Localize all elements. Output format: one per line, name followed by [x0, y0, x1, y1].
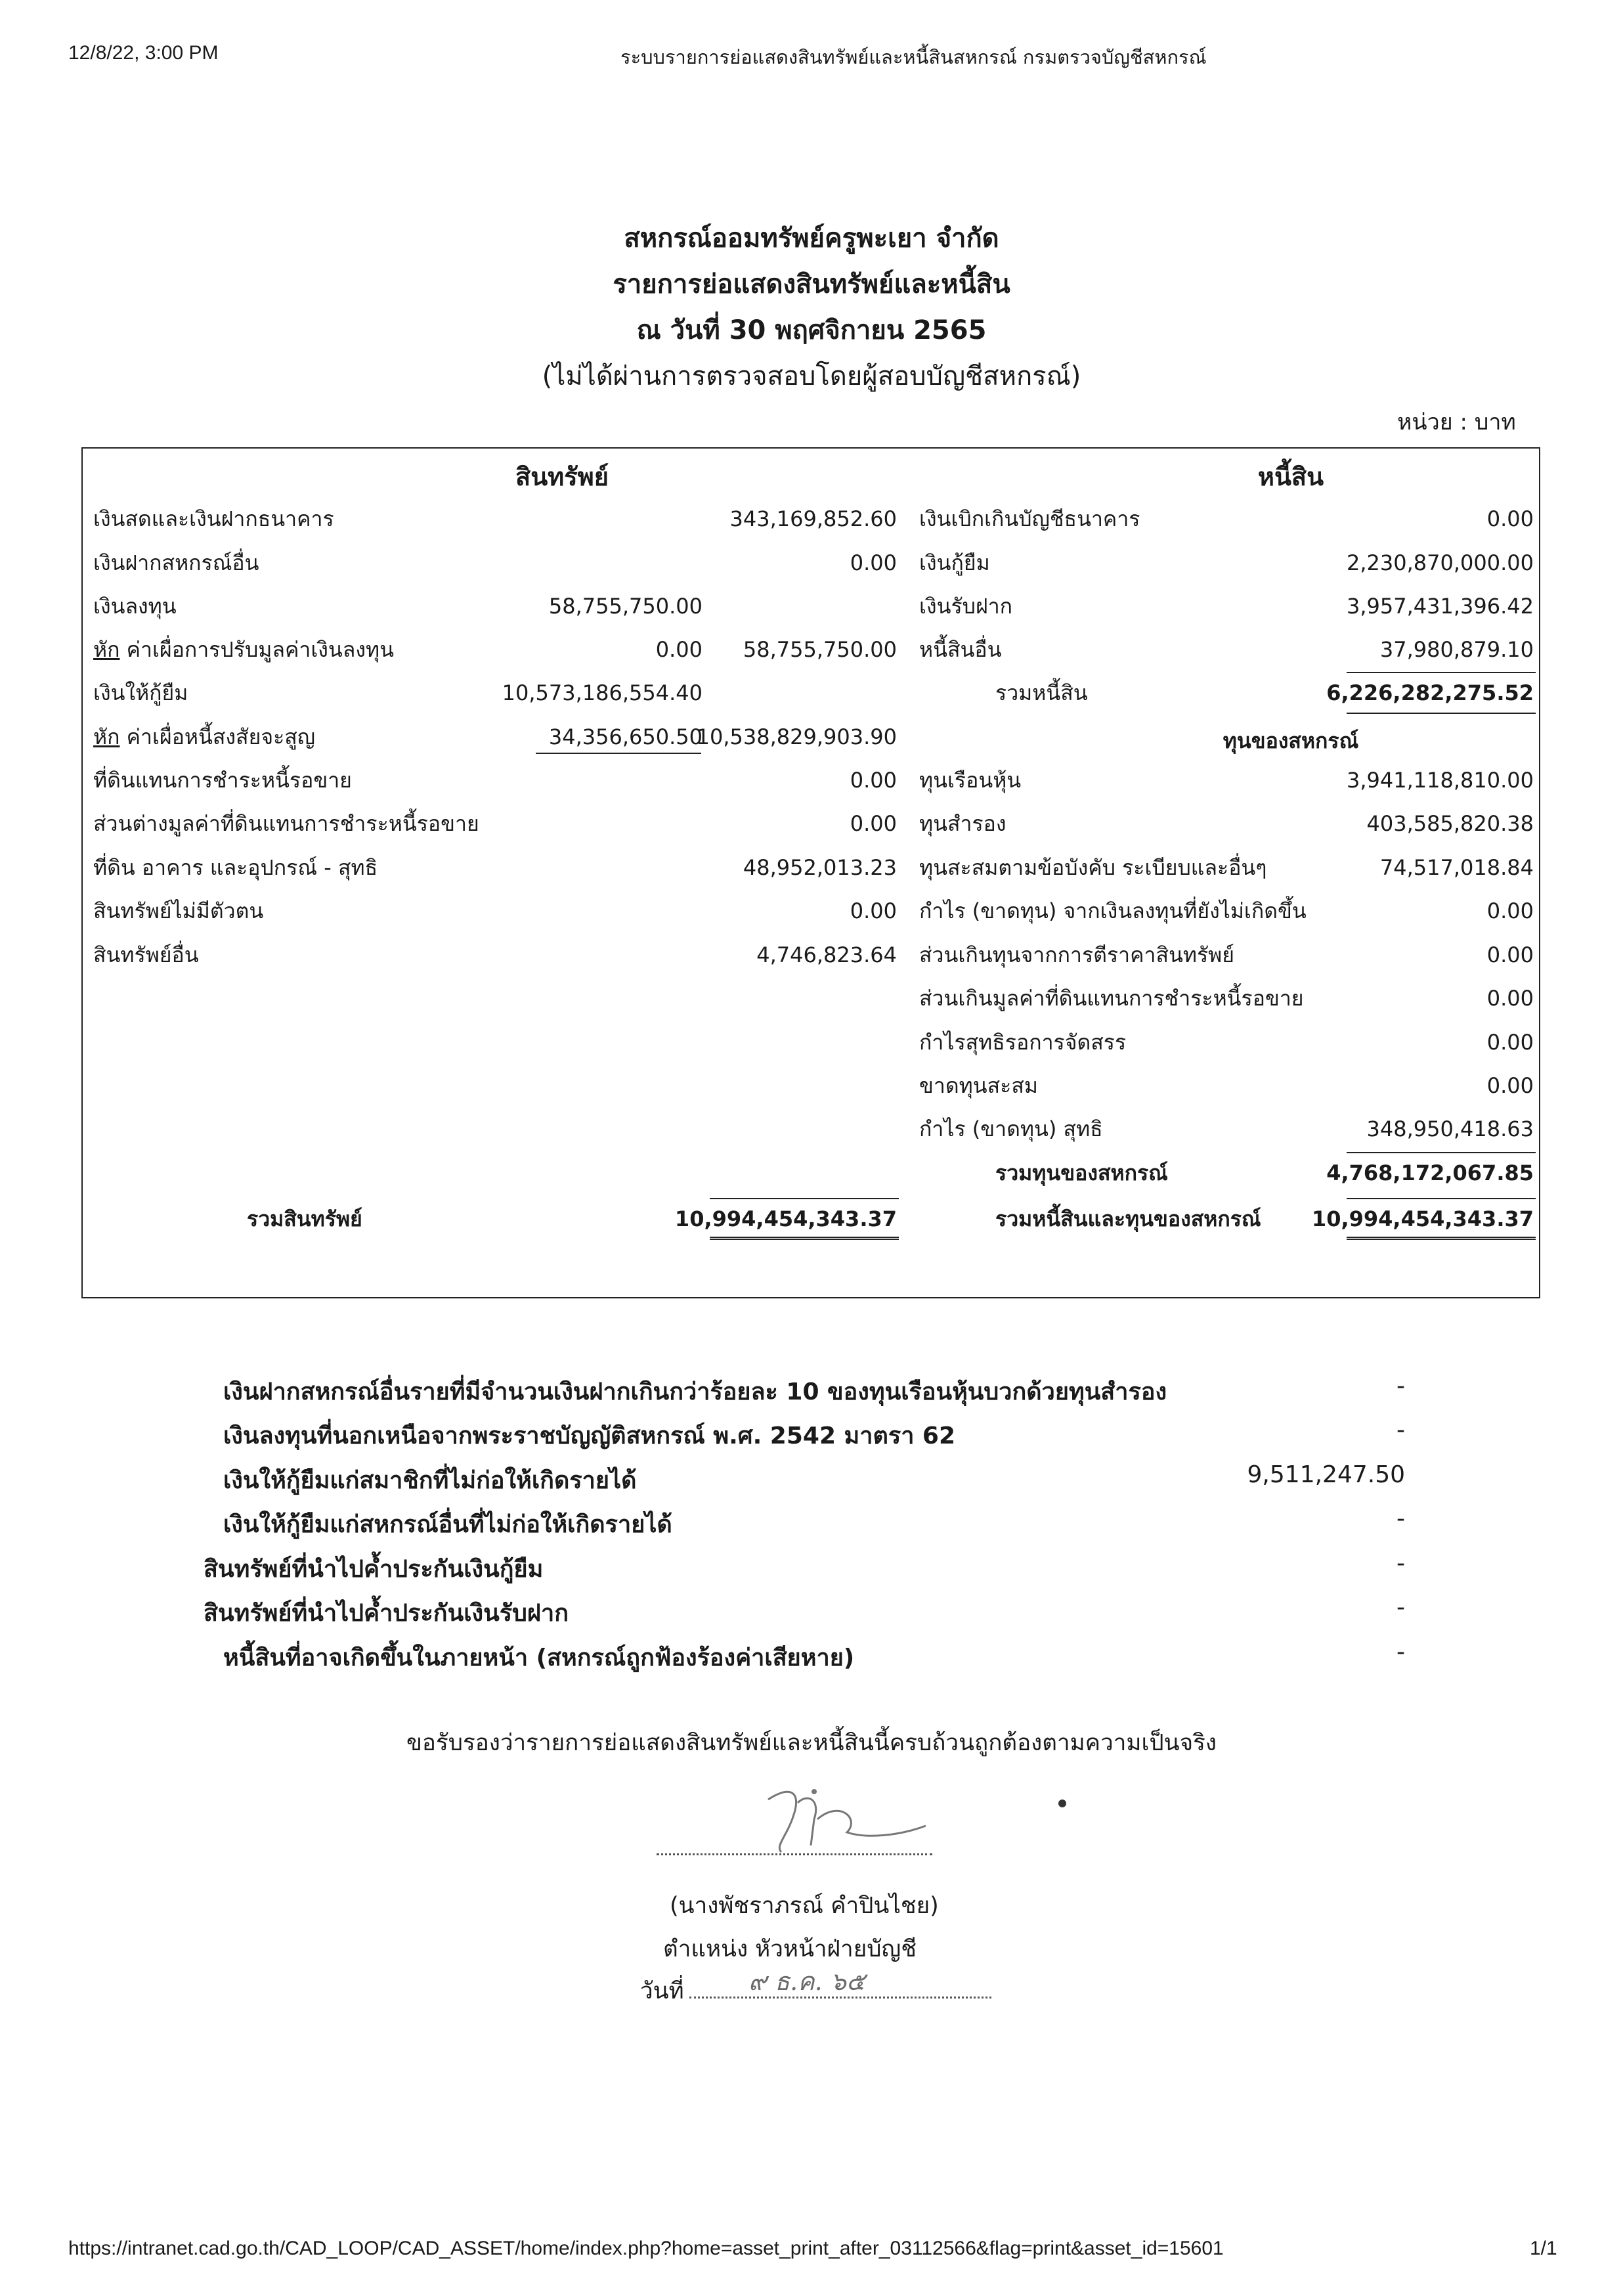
equity-value: 403,585,820.38 — [1366, 811, 1534, 836]
disclosure-value: - — [1396, 1550, 1405, 1577]
liability-label: เงินรับฝาก — [919, 594, 1013, 619]
equity-label: ทุนสำรอง — [919, 811, 1006, 836]
liability-value: 3,957,431,396.42 — [1347, 594, 1534, 619]
asset-subvalue: 10,573,186,554.40 — [502, 680, 703, 705]
liability-value: 37,980,879.10 — [1379, 637, 1534, 662]
asset-subvalue: 58,755,750.00 — [548, 594, 703, 619]
equity-label: กำไร (ขาดทุน) จากเงินลงทุนที่ยังไม่เกิดขึ้น — [919, 898, 1307, 923]
assets-total-doubleline — [710, 1237, 899, 1240]
asset-label: เงินฝากสหกรณ์อื่น — [93, 550, 259, 575]
equity-total-value: 4,768,172,067.85 — [1326, 1160, 1534, 1185]
liability-value: 2,230,870,000.00 — [1347, 550, 1534, 575]
asset-label: ค่าเผื่อการปรับมูลค่าเงินลงทุน — [119, 637, 394, 662]
disclosure-label: สินทรัพย์ที่นำไปค้ำประกันเงินกู้ยืม — [204, 1556, 544, 1583]
equity-value: 74,517,018.84 — [1379, 855, 1534, 880]
equity-value: 3,941,118,810.00 — [1347, 768, 1534, 793]
liabilities-total-label: รวมหนี้สิน — [995, 680, 1088, 705]
balance-sheet-table — [81, 447, 1540, 1298]
liability-value: 0.00 — [1486, 506, 1534, 531]
assets-total-value: 10,994,454,343.37 — [674, 1206, 897, 1231]
liabilities-total-value: 6,226,282,275.52 — [1326, 680, 1534, 705]
grand-total-value: 10,994,454,343.37 — [1311, 1206, 1534, 1231]
date-label: วันที่ — [640, 1978, 684, 2004]
asset-label: เงินสดและเงินฝากธนาคาร — [93, 506, 334, 531]
asset-label: สินทรัพย์ไม่มีตัวตน — [93, 898, 264, 923]
grand-total-label: รวมหนี้สินและทุนของสหกรณ์ — [995, 1206, 1261, 1231]
equity-value: 348,950,418.63 — [1366, 1116, 1534, 1141]
disclosure-value: - — [1396, 1594, 1405, 1621]
subtotal-underline — [536, 753, 701, 754]
grand-total-topline — [1347, 1198, 1536, 1199]
asset-label: เงินให้กู้ยืม — [93, 680, 188, 705]
disclosure-label: เงินให้กู้ยืมแก่สมาชิกที่ไม่ก่อให้เกิดรายได้ — [223, 1467, 637, 1494]
asset-label: เงินลงทุน — [93, 594, 177, 619]
liabilities-total-bottomline — [1347, 713, 1536, 714]
print-system-title: ระบบรายการย่อแสดงสินทรัพย์และหนี้สินสหกรณ์ กรมตรวจบัญชีสหกรณ์ — [620, 46, 1207, 68]
equity-total-topline — [1347, 1152, 1536, 1153]
asset-label: ที่ดิน อาคาร และอุปกรณ์ - สุทธิ — [93, 855, 378, 880]
equity-value: 0.00 — [1486, 942, 1534, 967]
print-datetime: 12/8/22, 3:00 PM — [68, 42, 219, 64]
report-date: ณ วันที่ 30 พฤศจิกายน 2565 — [636, 315, 987, 345]
grand-total-doubleline — [1347, 1237, 1536, 1240]
asset-subvalue: 34,356,650.50 — [548, 724, 703, 749]
asset-total: 0.00 — [850, 550, 897, 575]
equity-label: กำไรสุทธิรอการจัดสรร — [919, 1030, 1127, 1055]
disclosure-value: - — [1396, 1639, 1405, 1666]
audit-note: (ไม่ได้ผ่านการตรวจสอบโดยผู้สอบบัญชีสหกรณ์) — [542, 361, 1081, 391]
liability-label: เงินเบิกเกินบัญชีธนาคาร — [919, 506, 1140, 531]
handwritten-date: ๙ ธ.ค. ๖๕ — [748, 1967, 865, 1996]
asset-total: 48,952,013.23 — [743, 855, 897, 880]
ink-dot — [1058, 1799, 1066, 1807]
equity-value: 0.00 — [1486, 1030, 1534, 1055]
equity-label: ขาดทุนสะสม — [919, 1073, 1038, 1098]
asset-total: 10,538,829,903.90 — [696, 724, 897, 749]
signer-name: (นางพัชราภรณ์ คำปินไชย) — [670, 1893, 939, 1919]
asset-total: 343,169,852.60 — [729, 506, 897, 531]
assets-total-label: รวมสินทรัพย์ — [247, 1206, 362, 1231]
assets-heading: สินทรัพย์ — [515, 462, 609, 491]
asset-total: 4,746,823.64 — [756, 942, 897, 967]
equity-label: ทุนสะสมตามข้อบังคับ ระเบียบและอื่นๆ — [919, 855, 1267, 880]
certification-statement: ขอรับรองว่ารายการย่อแสดงสินทรัพย์และหนี้สินนี้ครบถ้วนถูกต้องตามความเป็นจริง — [406, 1730, 1217, 1756]
disclosure-label: เงินให้กู้ยืมแก่สหกรณ์อื่นที่ไม่ก่อให้เกิดรายได้ — [223, 1511, 672, 1538]
equity-label: ทุนเรือนหุ้น — [919, 768, 1022, 793]
report-title: รายการย่อแสดงสินทรัพย์และหนี้สิน — [613, 269, 1010, 299]
liability-label: เงินกู้ยืม — [919, 550, 990, 575]
cooperative-name: สหกรณ์ออมทรัพย์ครูพะเยา จำกัด — [624, 223, 999, 254]
liability-label: หนี้สินอื่น — [919, 637, 1002, 662]
signer-position: ตำแหน่ง หัวหน้าฝ่ายบัญชี — [663, 1936, 917, 1962]
liabilities-heading: หนี้สิน — [1257, 462, 1324, 491]
equity-total-label: รวมทุนของสหกรณ์ — [995, 1160, 1168, 1185]
disclosure-value: - — [1396, 1505, 1405, 1532]
equity-label: กำไร (ขาดทุน) สุทธิ — [919, 1116, 1103, 1141]
liabilities-total-topline — [1347, 672, 1536, 673]
asset-total: 58,755,750.00 — [743, 637, 897, 662]
asset-label: ค่าเผื่อหนี้สงสัยจะสูญ — [119, 724, 316, 749]
disclosure-label: สินทรัพย์ที่นำไปค้ำประกันเงินรับฝาก — [204, 1600, 569, 1627]
assets-total-topline — [710, 1198, 899, 1199]
signature-line — [657, 1853, 932, 1855]
unit-label: หน่วย : บาท — [1397, 409, 1516, 435]
equity-value: 0.00 — [1486, 986, 1534, 1011]
disclosure-value: 9,511,247.50 — [1247, 1461, 1405, 1488]
asset-total: 0.00 — [850, 768, 897, 793]
asset-label: ที่ดินแทนการชำระหนี้รอขาย — [93, 768, 352, 793]
equity-value: 0.00 — [1486, 898, 1534, 923]
asset-label: ส่วนต่างมูลค่าที่ดินแทนการชำระหนี้รอขาย — [93, 811, 479, 836]
asset-label: สินทรัพย์อื่น — [93, 942, 199, 967]
signature-mark — [748, 1773, 945, 1865]
asset-subvalue: 0.00 — [655, 637, 703, 662]
asset-total: 0.00 — [850, 898, 897, 923]
disclosure-value: - — [1396, 1417, 1405, 1444]
equity-heading: ทุนของสหกรณ์ — [1223, 728, 1359, 753]
disclosure-value: - — [1396, 1373, 1405, 1400]
disclosure-label: เงินลงทุนที่นอกเหนือจากพระราชบัญญัติสหกรณ์ พ.ศ. 2542 มาตรา 62 — [223, 1423, 956, 1449]
equity-value: 0.00 — [1486, 1073, 1534, 1098]
page-number: 1/1 — [1530, 2238, 1557, 2259]
disclosure-label: หนี้สินที่อาจเกิดขึ้นในภายหน้า (สหกรณ์ถูกฟ้องร้องค่าเสียหาย) — [223, 1645, 855, 1671]
print-url: https://intranet.cad.go.th/CAD_LOOP/CAD_ASSET/home/index.php?home=asset_print_after_03112566&flag=print&asset_id=15601 — [68, 2238, 1224, 2259]
asset-total: 0.00 — [850, 811, 897, 836]
disclosure-label: เงินฝากสหกรณ์อื่นรายที่มีจำนวนเงินฝากเกินกว่าร้อยละ 10 ของทุนเรือนหุ้นบวกด้วยทุนสำรอง — [223, 1379, 1167, 1405]
deduct-prefix: หัก — [93, 724, 120, 749]
equity-label: ส่วนเกินทุนจากการตีราคาสินทรัพย์ — [919, 942, 1234, 967]
deduct-prefix: หัก — [93, 637, 120, 662]
equity-label: ส่วนเกินมูลค่าที่ดินแทนการชำระหนี้รอขาย — [919, 986, 1304, 1011]
